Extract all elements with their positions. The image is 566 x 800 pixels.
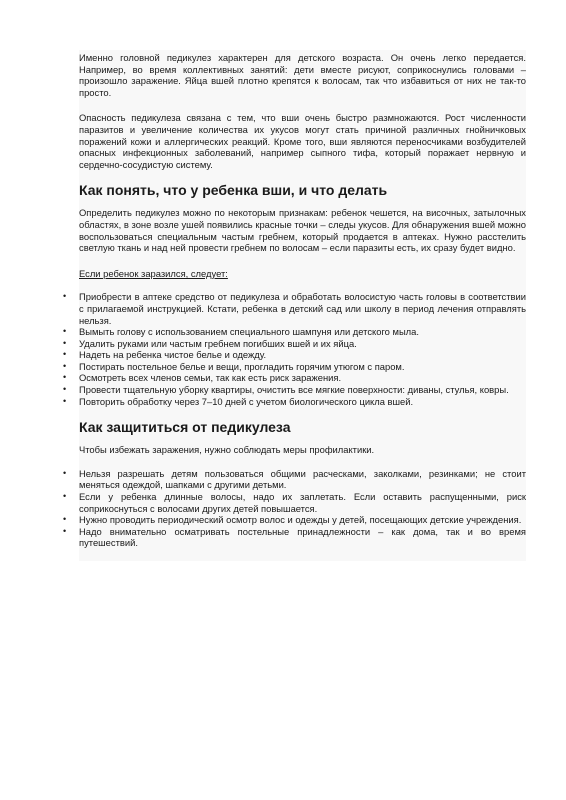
document-body (63, 50, 526, 561)
list-item: • Удалить руками или частым гребнем погибших вшей и их яйца. (63, 337, 357, 349)
list-item: • Нужно проводить периодический осмотр волос и одежды у детей, посещающих детские учреждения. (63, 514, 522, 526)
bullet-icon: • (63, 525, 67, 536)
section1-heading-block (79, 170, 526, 207)
section2-paragraph: Чтобы избежать заражения, нужно соблюдать меры профилактики. (79, 444, 375, 456)
bullet-icon: • (63, 291, 67, 302)
bullet-icon: • (63, 384, 67, 395)
section2-title: Как защититься от педикулеза (79, 419, 291, 436)
list-item: • Повторить обработку через 7–10 дней с учетом биологического цикла вшей. (63, 395, 414, 407)
bullet-icon: • (63, 491, 67, 502)
bullet-icon: • (63, 372, 67, 383)
bullet-icon: • (63, 326, 67, 337)
section2-list (63, 467, 526, 549)
spacer (79, 98, 526, 112)
bullet-icon: • (63, 467, 67, 478)
list-item: • Вымыть голову с использованием специального шампуня или детского мыла. (63, 326, 419, 338)
list-item: • Надо внимательно осматривать постельные принадлежности – как дома, так и во время путешествий. (63, 525, 526, 549)
intro-paragraph-1: Именно головной педикулез характерен для детского возраста. Он очень легко передается. Например, во время коллективных занятий: дети вместе рисуют, соприкоснулись головами – произошло заражение. Яйца вшей плотно крепятся к волосам, так что избавиться от них не так-то просто. (79, 52, 526, 98)
bullet-icon: • (63, 395, 67, 406)
list-item: • Надеть на ребенка чистое белье и одежду. (63, 349, 267, 361)
intro-paragraph-2: Опасность педикулеза связана с тем, что вши очень быстро размножаются. Рост численности паразитов и увеличение количества их укусов могут стать причиной различных гнойничковых поражений кожи и аллергических реакций. Кроме того, вши являются переносчиками возбудителей опасных инфекционных заболеваний, например сыпного тифа, который поражает нервную и сердечно-сосудистую систему. (79, 112, 526, 170)
section1-subheading: Если ребенок заразился, следует: (79, 267, 228, 279)
list-item: • Провести тщательную уборку квартиры, очистить все мягкие поверхности: диваны, стулья, ковры. (63, 384, 509, 396)
section1-title: Как понять, что у ребенка вши, и что делать (79, 182, 388, 199)
section1-paragraph: Определить педикулез можно по некоторым признакам: ребенок чешется, на височных, затылочных областях, в зоне возле ушей появились красные точки – следы укусов. Для обнаружения вшей можно воспользоваться специальным частым гребнем, который продается в аптеках. Нужно расстелить светлую ткань и над ней провести гребнем по волосам – если паразиты есть, их сразу будет видно. (79, 207, 526, 254)
section2-heading-block (79, 407, 526, 444)
bullet-icon: • (63, 514, 67, 525)
bullet-icon: • (63, 337, 67, 348)
list-item: • Постирать постельное белье и вещи, прогладить горячим утюгом с паром. (63, 360, 405, 372)
list-item: • Нельзя разрешать детям пользоваться общими расческами, заколками, резинками; не стоит меняться одеждой, шапками с другими детьми. (63, 467, 526, 491)
bullet-icon: • (63, 360, 67, 371)
section1-list (63, 291, 526, 407)
bullet-icon: • (63, 349, 67, 360)
list-item: • Осмотреть всех членов семьи, так как есть риск заражения. (63, 372, 342, 384)
list-item: • Приобрести в аптеке средство от педикулеза и обработать волосистую часть головы в соответствии с прилагаемой инструкцией. Кстати, ребенка в детский сад или школу в период лечения отправлять нельзя. (63, 291, 526, 326)
list-item: • Если у ребенка длинные волосы, надо их заплетать. Если оставить распущенными, риск соприкоснуться с волосами других детей повышается. (63, 491, 526, 514)
